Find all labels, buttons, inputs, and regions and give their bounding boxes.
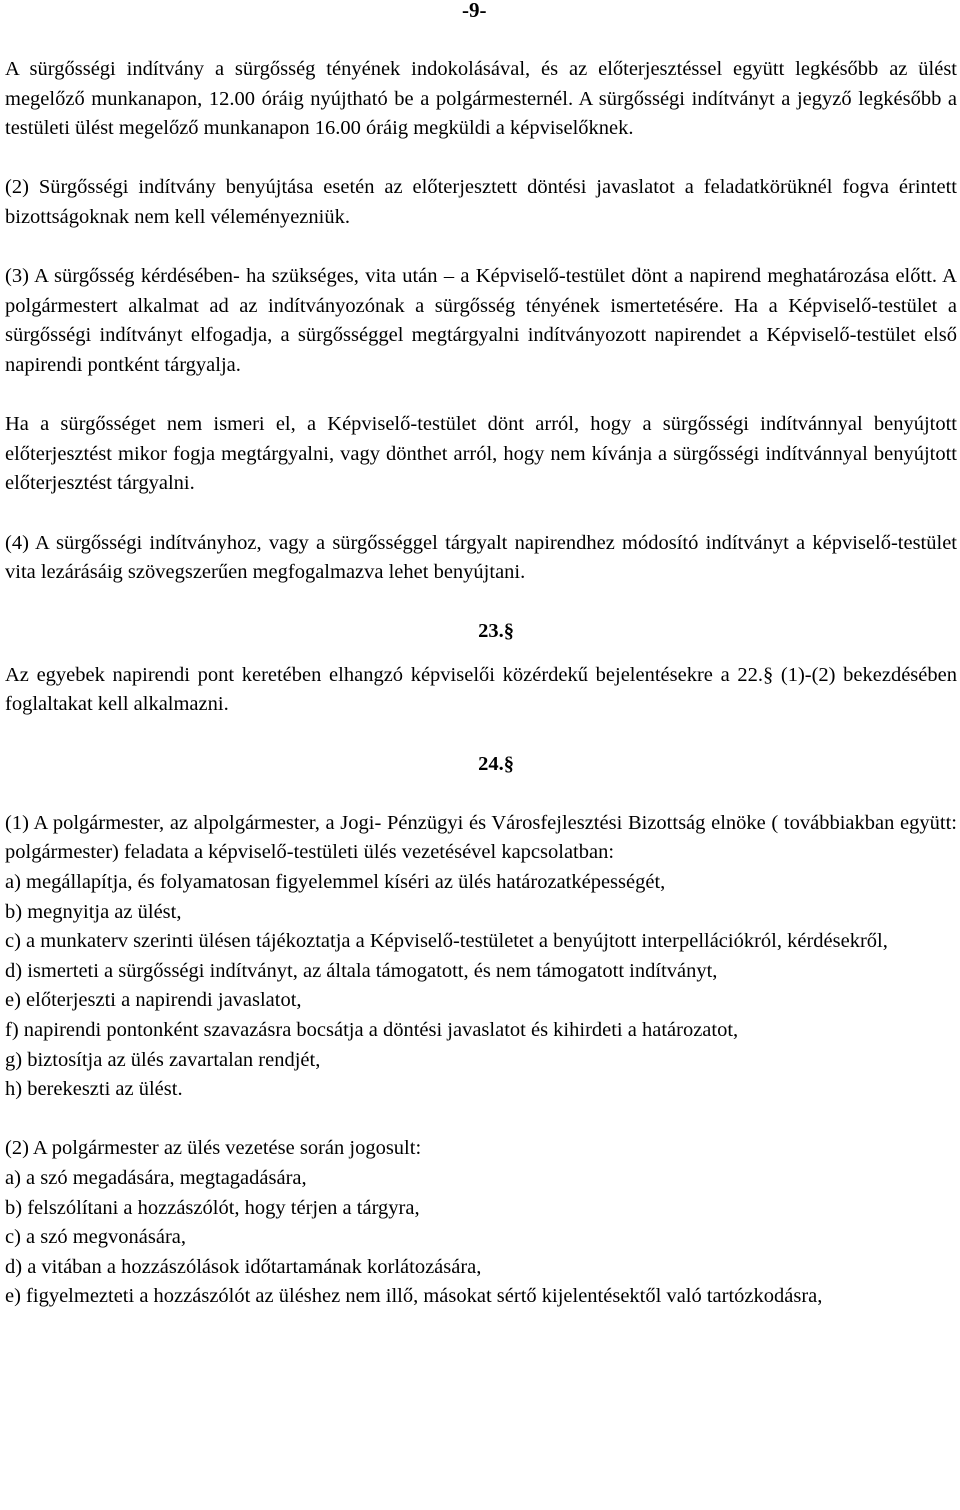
list-item: b) megnyitja az ülést, — [5, 900, 182, 923]
page-number: -9- — [462, 0, 487, 22]
paragraph-gap — [5, 588, 957, 618]
paragraph-gap — [5, 720, 957, 750]
section-24-heading: 24.§ — [478, 752, 514, 775]
list-item: g) biztosítja az ülés zavartalan rendjét, — [5, 1048, 321, 1071]
list-item: c) a munkaterv szerinti ülésen tájékoztatja a Képviselő-testületet a benyújtott interpellációkról, kérdésekről, — [5, 930, 888, 953]
section-24-sub2-intro: (2) A polgármester az ülés vezetése során jogosult: — [5, 1137, 422, 1160]
paragraph-gap — [5, 233, 957, 263]
paragraph-gap — [5, 779, 957, 809]
list-item: a) megállapítja, és folyamatosan figyelemmel kíséri az ülés határozatképességét, — [5, 871, 666, 894]
list-item: f) napirendi pontonként szavazásra bocsátja a döntési javaslatot és kihirdeti a határozatot, — [5, 1019, 739, 1041]
document-body — [5, 55, 957, 1312]
paragraph-gap — [5, 144, 957, 174]
paragraph-urgency-rejected: Ha a sürgősséget nem ismeri el, a Képviselő-testület dönt arról, hogy a sürgősségi indítvánnyal benyújtott előterjesztést mikor fogja megtárgyalni, vagy dönthet arról, hogy nem kívánja a sürgősségi indítvánnyal benyújtott előterjesztést tárgyalni. — [5, 413, 957, 495]
section-23-text: Az egyebek napirendi pont keretében elhangzó képviselői közérdekű bejelentésekre a 22.§ (1)-(2) bekezdésében foglaltakat kell alkalmazni. — [5, 663, 957, 716]
paragraph-gap — [5, 647, 957, 661]
list-item: c) a szó megvonására, — [5, 1226, 186, 1249]
list-item: b) felszólítani a hozzászólót, hogy térjen a tárgyra, — [5, 1196, 420, 1219]
paragraph-gap — [5, 499, 957, 529]
paragraph-3: (3) A sürgősség kérdésében- ha szükséges, vita után – a Képviselő-testület dönt a napirend meghatározása előtt. A polgármestert alkalmat ad az indítványozónak a sürgősség tényének ismertetésére. Ha a Képviselő-testület a sürgősségi indítványt elfogadja, a sürgősséggel megtárgyalni indítványozott napirendet a Képviselő-testület első napirendi pontként tárgyalja. — [5, 265, 957, 376]
paragraph-gap — [5, 1105, 957, 1135]
section-24-intro: (1) A polgármester, az alpolgármester, a Jogi- Pénzügyi és Városfejlesztési Bizottság elnöke ( továbbiakban együtt: polgármester) feladata a képviselő-testületi ülés vezetésével kapcsolatban: — [5, 811, 957, 864]
list-item: d) ismerteti a sürgősségi indítványt, az általa támogatott, és nem támogatott indítványt, — [5, 959, 718, 982]
list-item: e) előterjeszti a napirendi javaslatot, — [5, 989, 302, 1012]
list-item: e) figyelmezteti a hozzászólót az üléshez nem illő, másokat sértő kijelentésektől való tartózkodásra, — [5, 1285, 823, 1308]
paragraph-2: (2) Sürgősségi indítvány benyújtása esetén az előterjesztett döntési javaslatot a feladatkörüknél fogva érintett bizottságoknak nem kell véleményezniük. — [5, 176, 957, 228]
paragraph-4: (4) A sürgősségi indítványhoz, vagy a sürgősséggel tárgyalt napirendhez módosító indítványt a képviselő-testület vita lezárásáig szövegszerűen megfogalmazva lehet benyújtani. — [5, 531, 957, 584]
list-item: h) berekeszti az ülést. — [5, 1078, 183, 1101]
list-item: a) a szó megadására, megtagadására, — [5, 1166, 307, 1189]
list-item: d) a vitában a hozzászólások időtartamának korlátozására, — [5, 1255, 482, 1278]
section-23-heading: 23.§ — [478, 620, 514, 643]
paragraph-urgent-motion-deadline: A sürgősségi indítvány a sürgősség tényének indokolásával, és az előterjesztéssel együtt legkésőbb az ülést megelőző munkanapon, 12.00 óráig nyújtható be a polgármesternél. A sürgősségi indítványt a jegyző legkésőbb a testületi ülést megelőző munkanapon 16.00 óráig megküldi a képviselőknek. — [5, 58, 957, 140]
paragraph-gap — [5, 381, 957, 411]
